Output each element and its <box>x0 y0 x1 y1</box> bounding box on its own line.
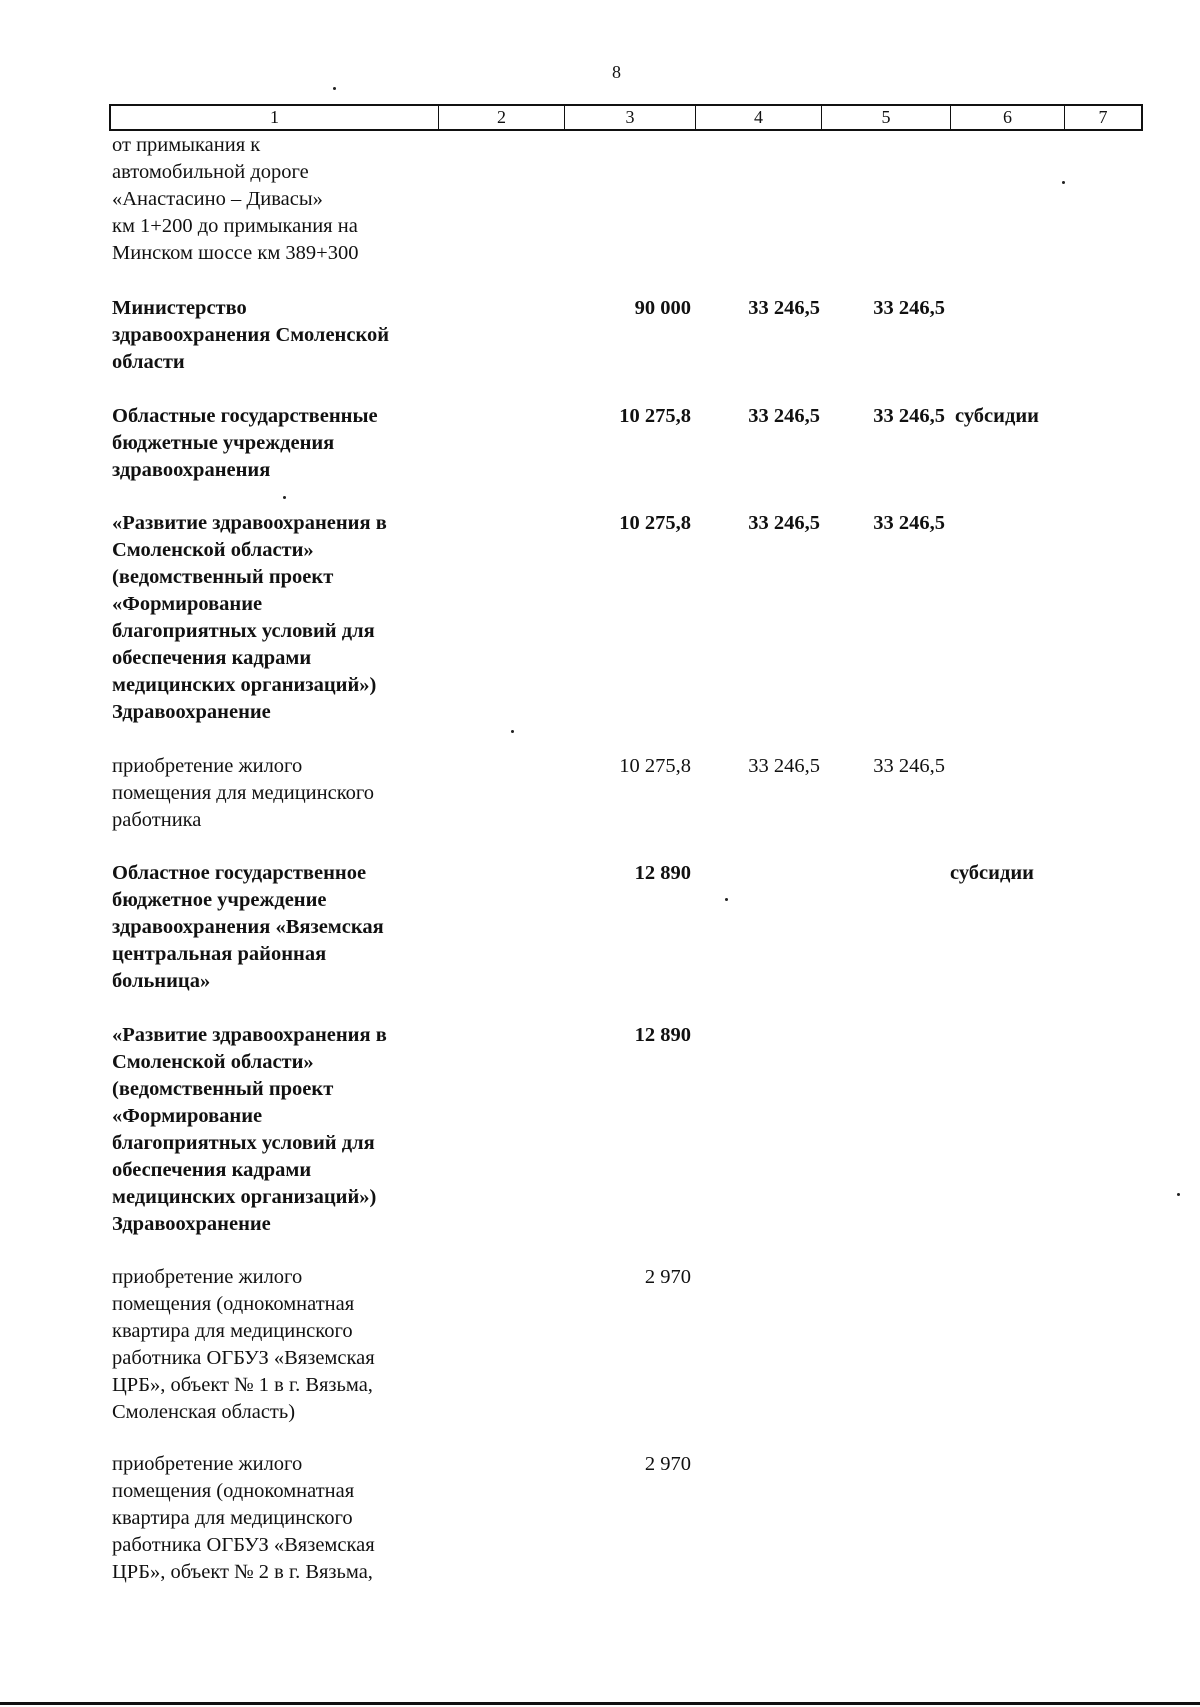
text-line: ЦРБ», объект № 2 в г. Вязьма, <box>112 1561 373 1583</box>
text-line: центральная районная <box>112 943 327 965</box>
text-line: помещения (однокомнатная <box>112 1480 355 1502</box>
text-line: бюджетные учреждения <box>112 432 335 454</box>
col3-value: 10 275,8 <box>619 405 691 427</box>
col5-value: 33 246,5 <box>873 405 945 427</box>
text-line: Министерство <box>112 297 247 319</box>
column-header-1: 1 <box>111 106 439 129</box>
column-header-7: 7 <box>1098 107 1108 127</box>
table-row-name <box>112 860 442 995</box>
col5-value: 33 246,5 <box>873 297 945 319</box>
col4-value: 33 246,5 <box>748 297 820 319</box>
text-line: помещения (однокомнатная <box>112 1293 355 1315</box>
text-line: Смоленской области» <box>112 1051 314 1073</box>
text-line: Здравоохранение <box>112 1213 271 1235</box>
col6-value: субсидии <box>950 862 1034 884</box>
text-line: работника ОГБУЗ «Вяземская <box>112 1347 375 1369</box>
scan-speck <box>333 87 336 90</box>
text-line: работника <box>112 809 202 831</box>
table-row-name <box>112 132 442 267</box>
text-line: квартира для медицинского <box>112 1507 353 1529</box>
col5-value: 33 246,5 <box>873 755 945 777</box>
table-row-name <box>112 510 442 726</box>
text-line: помещения для медицинского <box>112 782 375 804</box>
scan-speck <box>283 496 286 499</box>
col3-value: 2 970 <box>644 1266 691 1288</box>
text-line: ЦРБ», объект № 1 в г. Вязьма, <box>112 1374 373 1396</box>
text-line: Смоленской области» <box>112 539 314 561</box>
table-row-name <box>112 1022 442 1238</box>
col5-value: 33 246,5 <box>873 512 945 534</box>
text-line: благоприятных условий для <box>112 1132 375 1154</box>
table-row-name <box>112 295 442 376</box>
text-line: медицинских организаций») <box>112 674 377 696</box>
text-line: благоприятных условий для <box>112 620 375 642</box>
column-header-3: 3 <box>565 106 696 129</box>
text-line: Областное государственное <box>112 862 367 884</box>
col3-value: 10 275,8 <box>619 755 691 777</box>
text-line: бюджетное учреждение <box>112 889 327 911</box>
text-line: медицинских организаций») <box>112 1186 377 1208</box>
text-line: (ведомственный проект <box>112 1078 334 1100</box>
table-row-name <box>112 1264 442 1426</box>
column-header-2: 2 <box>439 106 565 129</box>
col6-value: субсидии <box>955 405 1039 427</box>
text-line: Минском шоссе км 389+300 <box>112 242 359 264</box>
scan-speck <box>511 730 514 733</box>
text-line: Здравоохранение <box>112 701 271 723</box>
text-line: здравоохранения <box>112 459 271 481</box>
scan-speck <box>1177 1193 1180 1196</box>
col4-value: 33 246,5 <box>748 755 820 777</box>
col4-value: 33 246,5 <box>748 405 820 427</box>
bottom-edge-line <box>0 1702 1200 1705</box>
col3-value: 90 000 <box>634 297 691 319</box>
text-line: обеспечения кадрами <box>112 1159 312 1181</box>
column-header-6: 6 <box>951 106 1065 129</box>
table-row-name <box>112 403 442 484</box>
text-line: обеспечения кадрами <box>112 647 312 669</box>
text-line: «Формирование <box>112 1105 263 1127</box>
text-line: км 1+200 до примыкания на <box>112 215 358 237</box>
column-header-4: 4 <box>696 106 822 129</box>
text-line: «Формирование <box>112 593 263 615</box>
col3-value: 12 890 <box>634 1024 691 1046</box>
text-line: здравоохранения Смоленской <box>112 324 390 346</box>
text-line: от примыкания к <box>112 134 261 156</box>
text-line: «Развитие здравоохранения в <box>112 512 387 534</box>
scan-speck <box>725 898 728 901</box>
text-line: (ведомственный проект <box>112 566 334 588</box>
col3-value: 12 890 <box>634 862 691 884</box>
text-line: работника ОГБУЗ «Вяземская <box>112 1534 375 1556</box>
scan-speck <box>1062 181 1065 184</box>
table-row-name <box>112 753 442 834</box>
text-line: приобретение жилого <box>112 1453 303 1475</box>
text-line: области <box>112 351 185 373</box>
col3-value: 2 970 <box>644 1453 691 1475</box>
text-line: приобретение жилого <box>112 755 303 777</box>
page-number: 8 <box>612 62 621 82</box>
col3-value: 10 275,8 <box>619 512 691 534</box>
table-header-row <box>109 104 1143 131</box>
text-line: Областные государственные <box>112 405 378 427</box>
text-line: здравоохранения «Вяземская <box>112 916 384 938</box>
text-line: «Анастасино – Дивасы» <box>112 188 323 210</box>
text-line: квартира для медицинского <box>112 1320 353 1342</box>
text-line: Смоленская область) <box>112 1401 296 1423</box>
text-line: «Развитие здравоохранения в <box>112 1024 387 1046</box>
text-line: автомобильной дороге <box>112 161 309 183</box>
column-header-5: 5 <box>822 106 951 129</box>
col4-value: 33 246,5 <box>748 512 820 534</box>
text-line: приобретение жилого <box>112 1266 303 1288</box>
text-line: больница» <box>112 970 211 992</box>
table-row-name <box>112 1451 442 1586</box>
